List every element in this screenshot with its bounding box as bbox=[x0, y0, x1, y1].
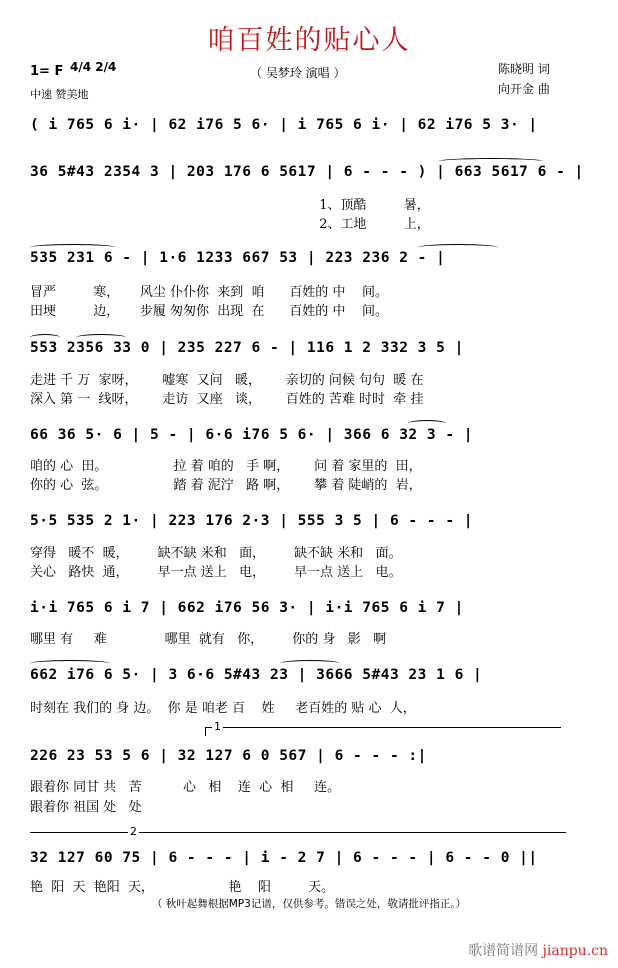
lyric-line-5-verse-2: 你的 心 弦。 踏 着 泥泞 路 啊， 攀 着 陡峭的 岩， bbox=[30, 478, 422, 493]
lyric-line-3-verse-2: 田埂 边， 步履 匆匆你 出现 在 百姓的 中 间。 bbox=[30, 304, 388, 319]
lyric-line-2-verse-2: 2、工地 上， bbox=[30, 217, 430, 232]
notation-line-4: 553 2356 33 0 | 235 227 6 - | 116 1 2 332 3 5 | bbox=[30, 340, 464, 356]
time-signature: 4/4 2/4 bbox=[70, 60, 117, 74]
notation-line-5: 66 36 5· 6 | 5 - | 6·6 i76 5 6· | 366 6 32 3 - | bbox=[30, 427, 474, 443]
lyric-line-9-verse-1: 跟着你 同甘 共 苦 心 相 连 心 相 连。 bbox=[30, 780, 341, 795]
watermark-url: jianpu.cn bbox=[542, 943, 608, 959]
slur bbox=[30, 660, 110, 667]
notation-line-6: 5·5 535 2 1· | 223 176 2·3 | 555 3 5 | 6 - - - | bbox=[30, 513, 474, 529]
composer: 向开金 曲 bbox=[498, 82, 550, 96]
tempo-marking: 中速 赞美地 bbox=[30, 88, 89, 101]
lyric-line-7: 哪里 有 难 哪里 就有 你， 你的 身 影 啊 bbox=[30, 632, 387, 647]
volta-number-2: 2 bbox=[130, 825, 137, 838]
lyric-line-3-verse-1: 冒严 寒， 风尘 仆仆你 来到 咱 百姓的 中 间。 bbox=[30, 285, 388, 300]
lyric-line-9-verse-2: 跟着你 祖国 处 处 bbox=[30, 800, 142, 815]
lyric-line-4-verse-1: 走进 千 万 家呀， 嘘寒 又问 暖， 亲切的 问候 句句 暖 在 bbox=[30, 373, 424, 388]
notation-line-7: i·i 765 6 i 7 | 662 i76 56 3· | i·i 765 6 i 7 | bbox=[30, 600, 464, 616]
notation-line-2: 36 5#43 2354 3 | 203 176 6 5617 | 6 - - - ) | 663 5617 6 - | bbox=[30, 164, 584, 180]
lyric-line-2-verse-1: 1、顶酷 暑， bbox=[30, 198, 430, 213]
key-signature: 1= F bbox=[30, 64, 64, 79]
notation-line-3: 535 231 6 - | 1·6 1233 667 53 | 223 236 2 - | bbox=[30, 250, 446, 266]
lyric-line-10: 艳 阳 天 艳阳 天， 艳 阳 天。 bbox=[30, 880, 335, 895]
volta-number-1: 1 bbox=[214, 720, 221, 733]
lyric-line-5-verse-1: 咱的 心 田。 拉 着 咱的 手 啊， 问 着 家里的 田， bbox=[30, 459, 422, 474]
notation-line-8: 662 i76 6 5· | 3 6·6 5#43 23 | 3666 5#43 23 1 6 | bbox=[30, 667, 483, 683]
watermark-name: 歌谱简谱网 bbox=[468, 943, 539, 959]
slur bbox=[408, 420, 446, 427]
watermark bbox=[468, 940, 608, 960]
footnote: （ 秋叶起舞根据MP3记谱，仅供参考。错误之处，敬请批评指正。） bbox=[151, 898, 467, 910]
slur bbox=[280, 660, 340, 667]
volta-bracket-1 bbox=[205, 727, 561, 736]
volta-bracket-2 bbox=[30, 832, 566, 841]
performer: （ 吴梦玲 演唱 ） bbox=[250, 66, 346, 80]
lyric-line-6-verse-1: 穿得 暖不 暖， 缺不缺 米和 面， 缺不缺 米和 面。 bbox=[30, 546, 402, 561]
notation-line-1: ( i 765 6 i· | 62 i76 5 6· | i 765 6 i· | 62 i76 5 3· | bbox=[30, 117, 538, 133]
lyric-line-8: 时刻在 我们的 身 边。 你 是 咱老 百 姓 老百姓的 贴 心 人， bbox=[30, 701, 416, 716]
page-title: 咱百姓的贴心人 bbox=[207, 25, 411, 56]
lyric-line-4-verse-2: 深入 第 一 线呀， 走访 又座 谈， 百姓的 苦难 时时 牵 挂 bbox=[30, 392, 424, 407]
notation-line-10: 32 127 60 75 | 6 - - - | i - 2 7 | 6 - - - | 6 - - 0 || bbox=[30, 850, 538, 866]
lyricist: 陈晓明 词 bbox=[498, 62, 550, 76]
notation-line-9: 226 23 53 5 6 | 32 127 6 0 567 | 6 - - - :| bbox=[30, 748, 427, 764]
lyric-line-6-verse-2: 关心 路快 通， 早一点 送上 电， 早一点 送上 电。 bbox=[30, 565, 402, 580]
